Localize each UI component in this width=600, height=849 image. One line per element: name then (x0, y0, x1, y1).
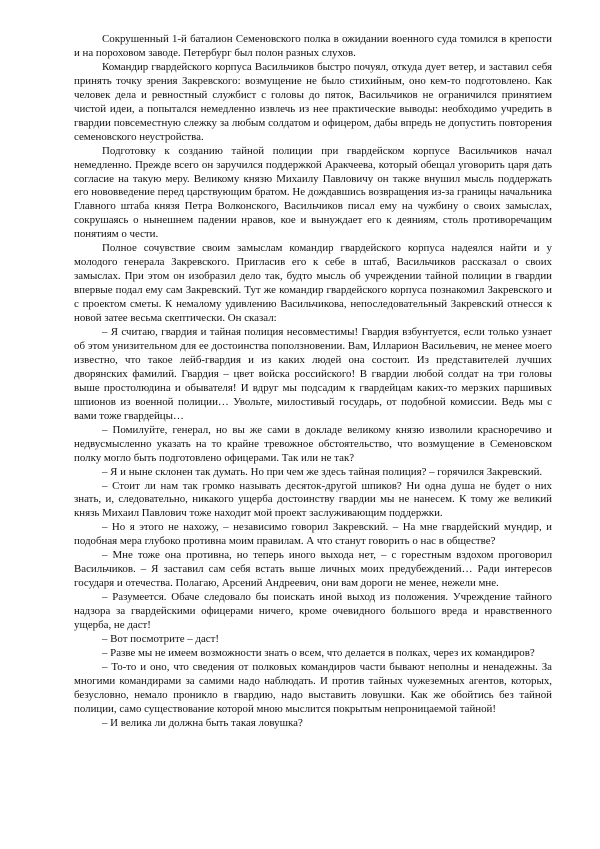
paragraph: – Разумеется. Обаче следовало бы поискать иной выход из положения. Учреждение тайного надзора за гвардейскими офицерами ничего, кроме очевидного большого вреда и нравственного ущерба, не даст! (74, 591, 552, 632)
paragraph: – Но я этого не нахожу, – независимо говорил Закревский. – На мне гвардейский мундир, и подобная мера глубоко противна моим правилам. А что станут говорить о нас в обществе? (74, 521, 552, 548)
paragraph: – Вот посмотрите – даст! (102, 632, 220, 645)
paragraph: – Помилуйте, генерал, но вы же сами в докладе великому князю изволили красноречиво и недвусмысленно указать на то крайне тревожное обстоятельство, что возмущение в Семеновском полку могло быть подготовлено офицерами. Так или не так? (74, 423, 552, 464)
paragraph: – И велика ли должна быть такая ловушка? (102, 716, 303, 729)
paragraph: – Стоит ли нам так громко называть десяток-другой шпиков? Ни одна душа не будет о них знать, и, следовательно, никакого ущерба достоинству гвардии мы не нанесем. К тому же великий князь Михаил Павлович тоже находит мой проект заслуживающим поддержки. (74, 479, 552, 520)
document-page (74, 33, 552, 731)
paragraph: Подготовку к созданию тайной полиции при гвардейском корпусе Васильчиков начал немедленно. Прежде всего он заручился поддержкой Аракчеева, который обещал уговорить царя дать согласие на такую меру. Великому князю Михаилу Павловичу он также внушил мысль поддержать его нововведение перед царствующим братом. Не дождавшись возвращения из-за границы начальника Главного штаба князя Петра Волконского, Васильчиков писал ему на чужбину о своих замыслах, сокрушаясь о нынешнем падении нравов, кое и вынуждает его к деяниям, столь противоречащим понятиям о чести. (74, 144, 552, 241)
paragraph: Сокрушенный 1-й баталион Семеновского полка в ожидании военного суда томился в крепости и на пороховом заводе. Петербург был полон разных слухов. (74, 33, 552, 59)
paragraph: – Я считаю, гвардия и тайная полиция несовместимы! Гвардия взбунтуется, если только узнает об этом унизительном для ее достоинства поползновении. Вам, Илларион Васильевич, не менее моего известно, что такое лейб-гвардия и из каких людей она состоит. Из представителей лучших дворянских фамилий. Гвардия – цвет войска российского! В гвардии любой солдат на три головы выше простолюдина и обывателя! И вдруг мы подсадим к гвардейцам каких-то мерзких паршивых шпионов из военной полиции… Увольте, милостивый государь, от подобной комиссии. Ведь мы с вами тоже гвардейцы… (74, 326, 552, 422)
paragraph: – Разве мы не имеем возможности знать о всем, что делается в полках, через их командиров? (102, 646, 535, 659)
paragraph: – То-то и оно, что сведения от полковых командиров части бывают неполны и ненадежны. За многими командирами за самими надо наблюдать. И против тайных чужеземных агентов, которых, безусловно, немало проникло в гвардию, надо выставить ловушки. Как же обойтись без тайной полиции, само существование которой мною мыслится покрытым непроницаемой тайной! (74, 660, 552, 715)
paragraph: Командир гвардейского корпуса Васильчиков быстро почуял, откуда дует ветер, и заставил себя принять точку зрения Закревского: возмущение не было стихийным, оно кем-то подготовлено. Как человек дела и ревностный службист с головы до пяток, Васильчиков не ограничился принятием чистой идеи, а попытался немедленно извлечь из нее практические выводы: необходимо учредить в гвардии повсеместную слежку за любым солдатом и офицером, дабы впредь не допустить повторения семеновского неустройства. (74, 60, 552, 143)
paragraph: Полное сочувствие своим замыслам командир гвардейского корпуса надеялся найти и у молодого генерала Закревского. Пригласив его к себе в штаб, Васильчиков рассказал о своих замыслах. При этом он изобразил дело так, будто мысль об учреждении тайной полиции в гвардии впервые подал ему сам Закревский. Тут же командир гвардейского корпуса познакомил Закревского и с проектом сметы. К немалому удивлению Васильчикова, непоследовательный Закревский отнесся к новой затее весьма скептически. Он сказал: (74, 242, 552, 325)
paragraph: – Мне тоже она противна, но теперь иного выхода нет, – с горестным вздохом проговорил Васильчиков. – Я заставил сам себя встать выше личных моих предубеждений… Ради интересов государя и отечества. Полагаю, Арсений Андреевич, они вам дороги не менее, нежели мне. (74, 549, 552, 590)
paragraph: – Я и ныне склонен так думать. Но при чем же здесь тайная полиция? – горячился Закревский. (102, 465, 543, 478)
